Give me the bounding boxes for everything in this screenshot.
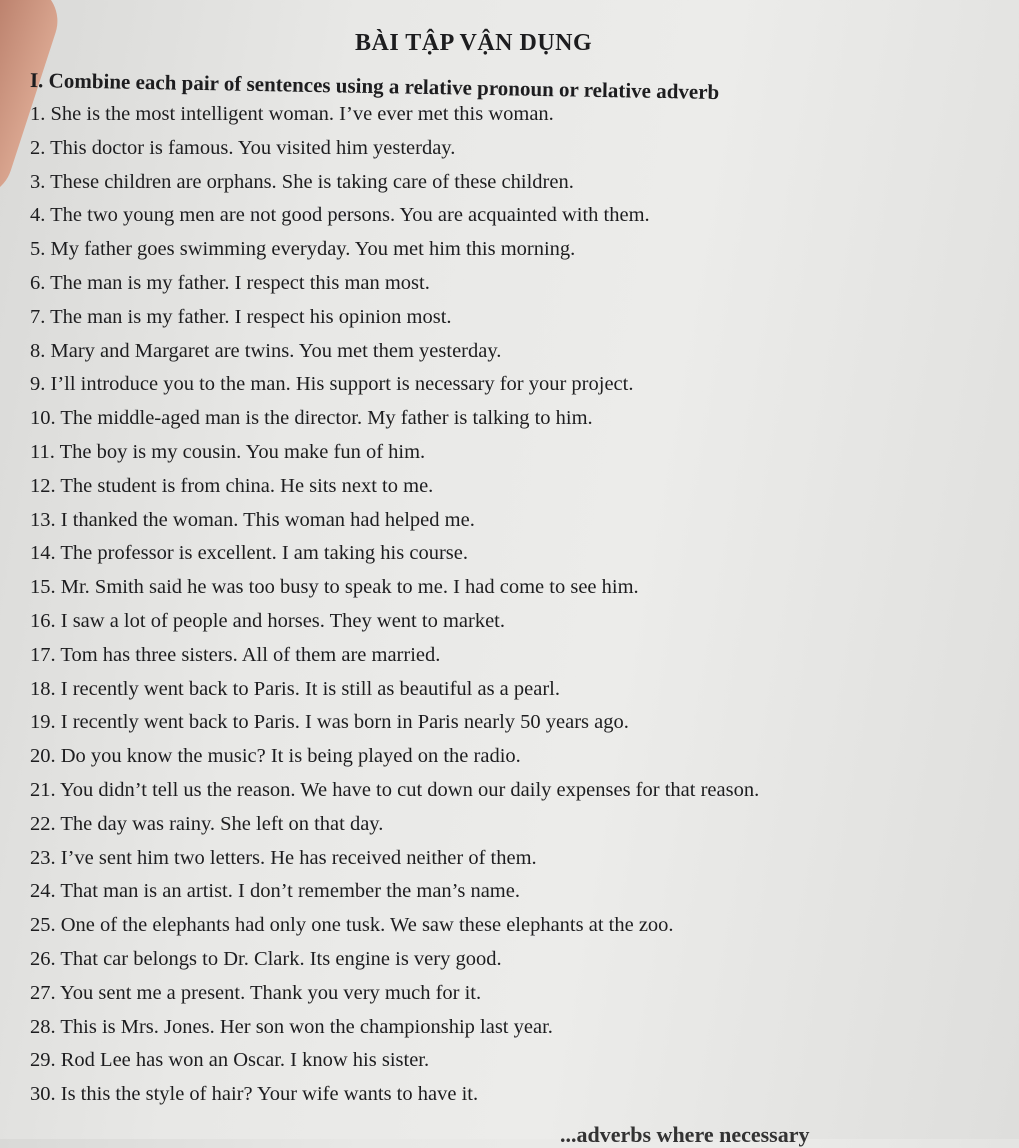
exercise-item: 14. The professor is excellent. I am taking his course. bbox=[30, 542, 468, 565]
exercise-item: 20. Do you know the music? It is being played on the radio. bbox=[30, 745, 521, 768]
exercise-item: 29. Rod Lee has won an Oscar. I know his sister. bbox=[30, 1049, 430, 1072]
exercise-item: 15. Mr. Smith said he was too busy to speak to me. I had come to see him. bbox=[30, 576, 639, 599]
exercise-item: 25. One of the elephants had only one tusk. We saw these elephants at the zoo. bbox=[30, 914, 674, 937]
exercise-item: 26. That car belongs to Dr. Clark. Its engine is very good. bbox=[30, 947, 502, 970]
exercise-item: 16. I saw a lot of people and horses. They went to market. bbox=[30, 609, 505, 632]
exercise-item: 19. I recently went back to Paris. I was born in Paris nearly 50 years ago. bbox=[30, 711, 629, 734]
exercise-item: 9. I’ll introduce you to the man. His support is necessary for your project. bbox=[30, 373, 634, 396]
exercise-item: 27. You sent me a present. Thank you very much for it. bbox=[30, 981, 482, 1004]
exercise-item: 12. The student is from china. He sits next to me. bbox=[30, 474, 434, 497]
exercise-item: 8. Mary and Margaret are twins. You met them yesterday. bbox=[30, 339, 502, 362]
page-title: BÀI TẬP VẬN DỤNG bbox=[355, 30, 593, 56]
exercise-item: 6. The man is my father. I respect this man most. bbox=[30, 271, 430, 294]
exercise-list bbox=[30, 98, 759, 1112]
exercise-item: 22. The day was rainy. She left on that day. bbox=[30, 812, 384, 835]
exercise-item: 2. This doctor is famous. You visited him yesterday. bbox=[30, 136, 456, 159]
footer-partial-text: ...adverbs where necessary bbox=[560, 1122, 810, 1147]
exercise-item: 4. The two young men are not good persons. You are acquainted with them. bbox=[30, 204, 650, 227]
exercise-item: 5. My father goes swimming everyday. You met him this morning. bbox=[30, 238, 576, 261]
exercise-instruction: I. Combine each pair of sentences using a relative pronoun or relative adverb bbox=[29, 68, 720, 105]
exercise-item: 11. The boy is my cousin. You make fun of him. bbox=[30, 440, 426, 463]
exercise-item: 3. These children are orphans. She is taking care of these children. bbox=[30, 170, 574, 193]
exercise-item: 13. I thanked the woman. This woman had helped me. bbox=[30, 508, 475, 531]
exercise-item: 28. This is Mrs. Jones. Her son won the championship last year. bbox=[30, 1015, 553, 1038]
exercise-item: 10. The middle-aged man is the director. My father is talking to him. bbox=[30, 407, 593, 430]
exercise-item: 7. The man is my father. I respect his opinion most. bbox=[30, 305, 452, 328]
exercise-item: 18. I recently went back to Paris. It is still as beautiful as a pearl. bbox=[30, 677, 560, 700]
exercise-item: 23. I’ve sent him two letters. He has received neither of them. bbox=[30, 846, 537, 869]
exercise-item: 17. Tom has three sisters. All of them are married. bbox=[30, 643, 441, 666]
exercise-item: 21. You didn’t tell us the reason. We have to cut down our daily expenses for that reason. bbox=[30, 778, 760, 801]
exercise-item: 1. She is the most intelligent woman. I’ve ever met this woman. bbox=[30, 103, 554, 125]
exercise-item: 30. Is this the style of hair? Your wife wants to have it. bbox=[30, 1083, 479, 1106]
exercise-item: 24. That man is an artist. I don’t remember the man’s name. bbox=[30, 880, 520, 903]
